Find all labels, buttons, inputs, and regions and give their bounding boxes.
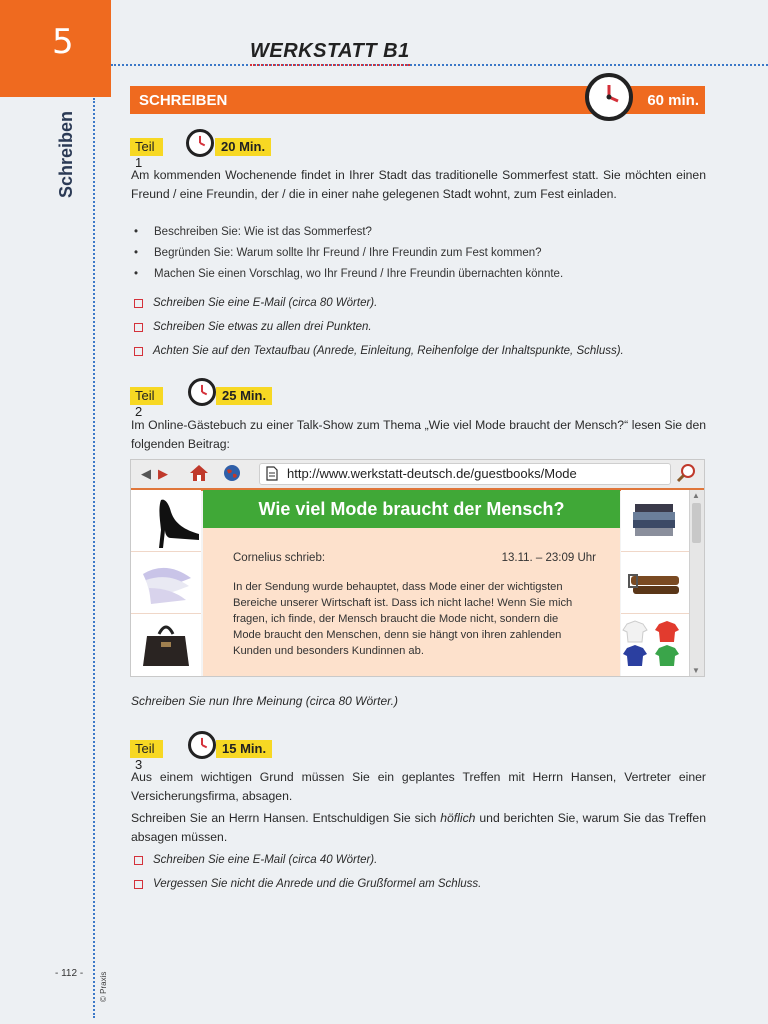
guestbook-post (203, 528, 620, 676)
teil-1-tasks (134, 291, 709, 363)
task-text: Achten Sie auf den Textaufbau (Anrede, Einleitung, Reihenfolge der Inhaltspunkte, Schluss). (153, 345, 624, 357)
teil-duration: 15 Min. (216, 740, 272, 758)
checkbox-icon (134, 880, 143, 889)
checkbox-icon (134, 323, 143, 332)
teil-1-bullets (134, 222, 694, 285)
scroll-down-icon[interactable]: ▼ (692, 666, 700, 675)
chapter-number-tab (0, 0, 111, 97)
post-text: In der Sendung wurde behauptet, dass Mode einer der wichtigsten Bereiche unserer Wirtschaft ist. Dass ich nicht lache! Wenn Sie mich fragen, ich finde, der Mensch braucht die Mode nicht, sondern die Mode braucht den Menschen, denn sie hängt von ihren zahlenden Kunden und besonders Kundinnen ab. (233, 581, 573, 657)
post-date: 13.11. – 23:09 Uhr (501, 552, 596, 564)
belts-image (621, 552, 689, 614)
checkbox-icon (134, 856, 143, 865)
horizontal-dotted-divider (111, 64, 768, 66)
clock-icon (188, 378, 216, 406)
section-title: SCHREIBEN (139, 92, 228, 109)
header-title: WERKSTATT B1 (250, 40, 410, 62)
browser-window (130, 459, 705, 677)
teil-3-para-2 (131, 809, 706, 846)
scrollbar-thumb[interactable] (692, 503, 701, 543)
side-title-text: Schreiben (56, 110, 76, 198)
checkbox-icon (134, 299, 143, 308)
scarves-image (131, 552, 201, 614)
list-item: • Beschreiben Sie: Wie ist das Sommerfest? (134, 222, 694, 243)
teil-duration: 25 Min. (216, 387, 272, 405)
teil-2-intro: Im Online-Gästebuch zu einer Talk-Show zum Thema „Wie viel Mode braucht der Mensch?“ lesen Sie den folgenden Beitrag: (131, 418, 706, 451)
task-item (134, 315, 709, 339)
clock-icon (188, 731, 216, 759)
teil-3-tasks (134, 848, 709, 896)
guestbook-heading: Wie viel Mode braucht der Mensch? (203, 490, 620, 528)
para-text: Schreiben Sie an Herrn Hansen. Entschuldigen Sie sich (131, 811, 441, 825)
para-text: und berichten Sie, warum Sie das Treffen absagen müssen. (131, 811, 706, 844)
task-item (134, 848, 709, 872)
copyright-text: © Praxis (99, 971, 108, 1002)
task-text: Vergessen Sie nicht die Anrede und die Grußformel am Schluss. (153, 878, 482, 890)
browser-toolbar (131, 460, 704, 491)
chapter-number: 5 (52, 22, 74, 62)
post-author: Cornelius schrieb: (233, 552, 326, 564)
task-item (134, 872, 709, 896)
forward-arrow-icon[interactable]: ▶ (158, 466, 168, 481)
teil-label: Teil 2 (130, 387, 163, 405)
teil-2-instruction: Schreiben Sie nun Ihre Meinung (circa 80 Wörter.) (131, 694, 399, 708)
task-item (134, 339, 709, 363)
emphasis-text: höflich (440, 811, 476, 825)
vertical-dotted-divider (93, 98, 95, 1018)
address-url: http://www.werkstatt-deutsch.de/guestbooks/Mode (287, 466, 577, 481)
task-item (134, 291, 709, 315)
scrollbar[interactable] (689, 490, 704, 676)
task-text: Schreiben Sie eine E-Mail (circa 80 Wörter). (153, 297, 378, 309)
teil-label: Teil 1 (130, 138, 163, 156)
section-duration: 60 min. (647, 92, 699, 109)
scroll-up-icon[interactable]: ▲ (692, 491, 700, 500)
teil-1-intro: Am kommenden Wochenende findet in Ihrer Stadt das traditionelle Sommerfest statt. Sie möchten einen Freund / eine Freundin, der / die in einer nahe gelegenen Stadt wohnt, zum Fest einladen. (131, 168, 706, 201)
globe-icon[interactable] (223, 464, 241, 482)
back-arrow-icon[interactable]: ◀ (141, 466, 151, 481)
list-item: • Begründen Sie: Warum sollte Ihr Freund / Ihre Freundin zum Fest kommen? (134, 243, 694, 264)
shoe-image (131, 490, 201, 552)
checkbox-icon (134, 347, 143, 356)
clock-icon (186, 129, 214, 157)
copyright (99, 971, 139, 1016)
task-text: Schreiben Sie eine E-Mail (circa 40 Wörter). (153, 854, 378, 866)
t-shirts-image (621, 614, 689, 675)
teil-3-para-1: Aus einem wichtigen Grund müssen Sie ein geplantes Treffen mit Herrn Hansen, Vertreter einer Versicherungsfirma, absagen. (131, 770, 706, 803)
page-icon (266, 466, 278, 481)
teil-label: Teil 3 (130, 740, 163, 758)
right-image-column (621, 490, 689, 676)
left-image-column (131, 490, 201, 676)
address-bar[interactable] (259, 463, 671, 485)
folded-clothes-image (621, 490, 689, 552)
page-number: - 112 - (55, 968, 84, 979)
home-icon[interactable] (189, 464, 209, 482)
search-icon[interactable] (676, 463, 696, 483)
handbag-image (131, 614, 201, 675)
list-item: • Machen Sie einen Vorschlag, wo Ihr Freund / Ihre Freundin übernachten könnte. (134, 264, 694, 285)
clock-icon (585, 73, 633, 121)
task-text: Schreiben Sie etwas zu allen drei Punkten. (153, 321, 372, 333)
side-title (50, 110, 88, 210)
teil-duration: 20 Min. (215, 138, 271, 156)
